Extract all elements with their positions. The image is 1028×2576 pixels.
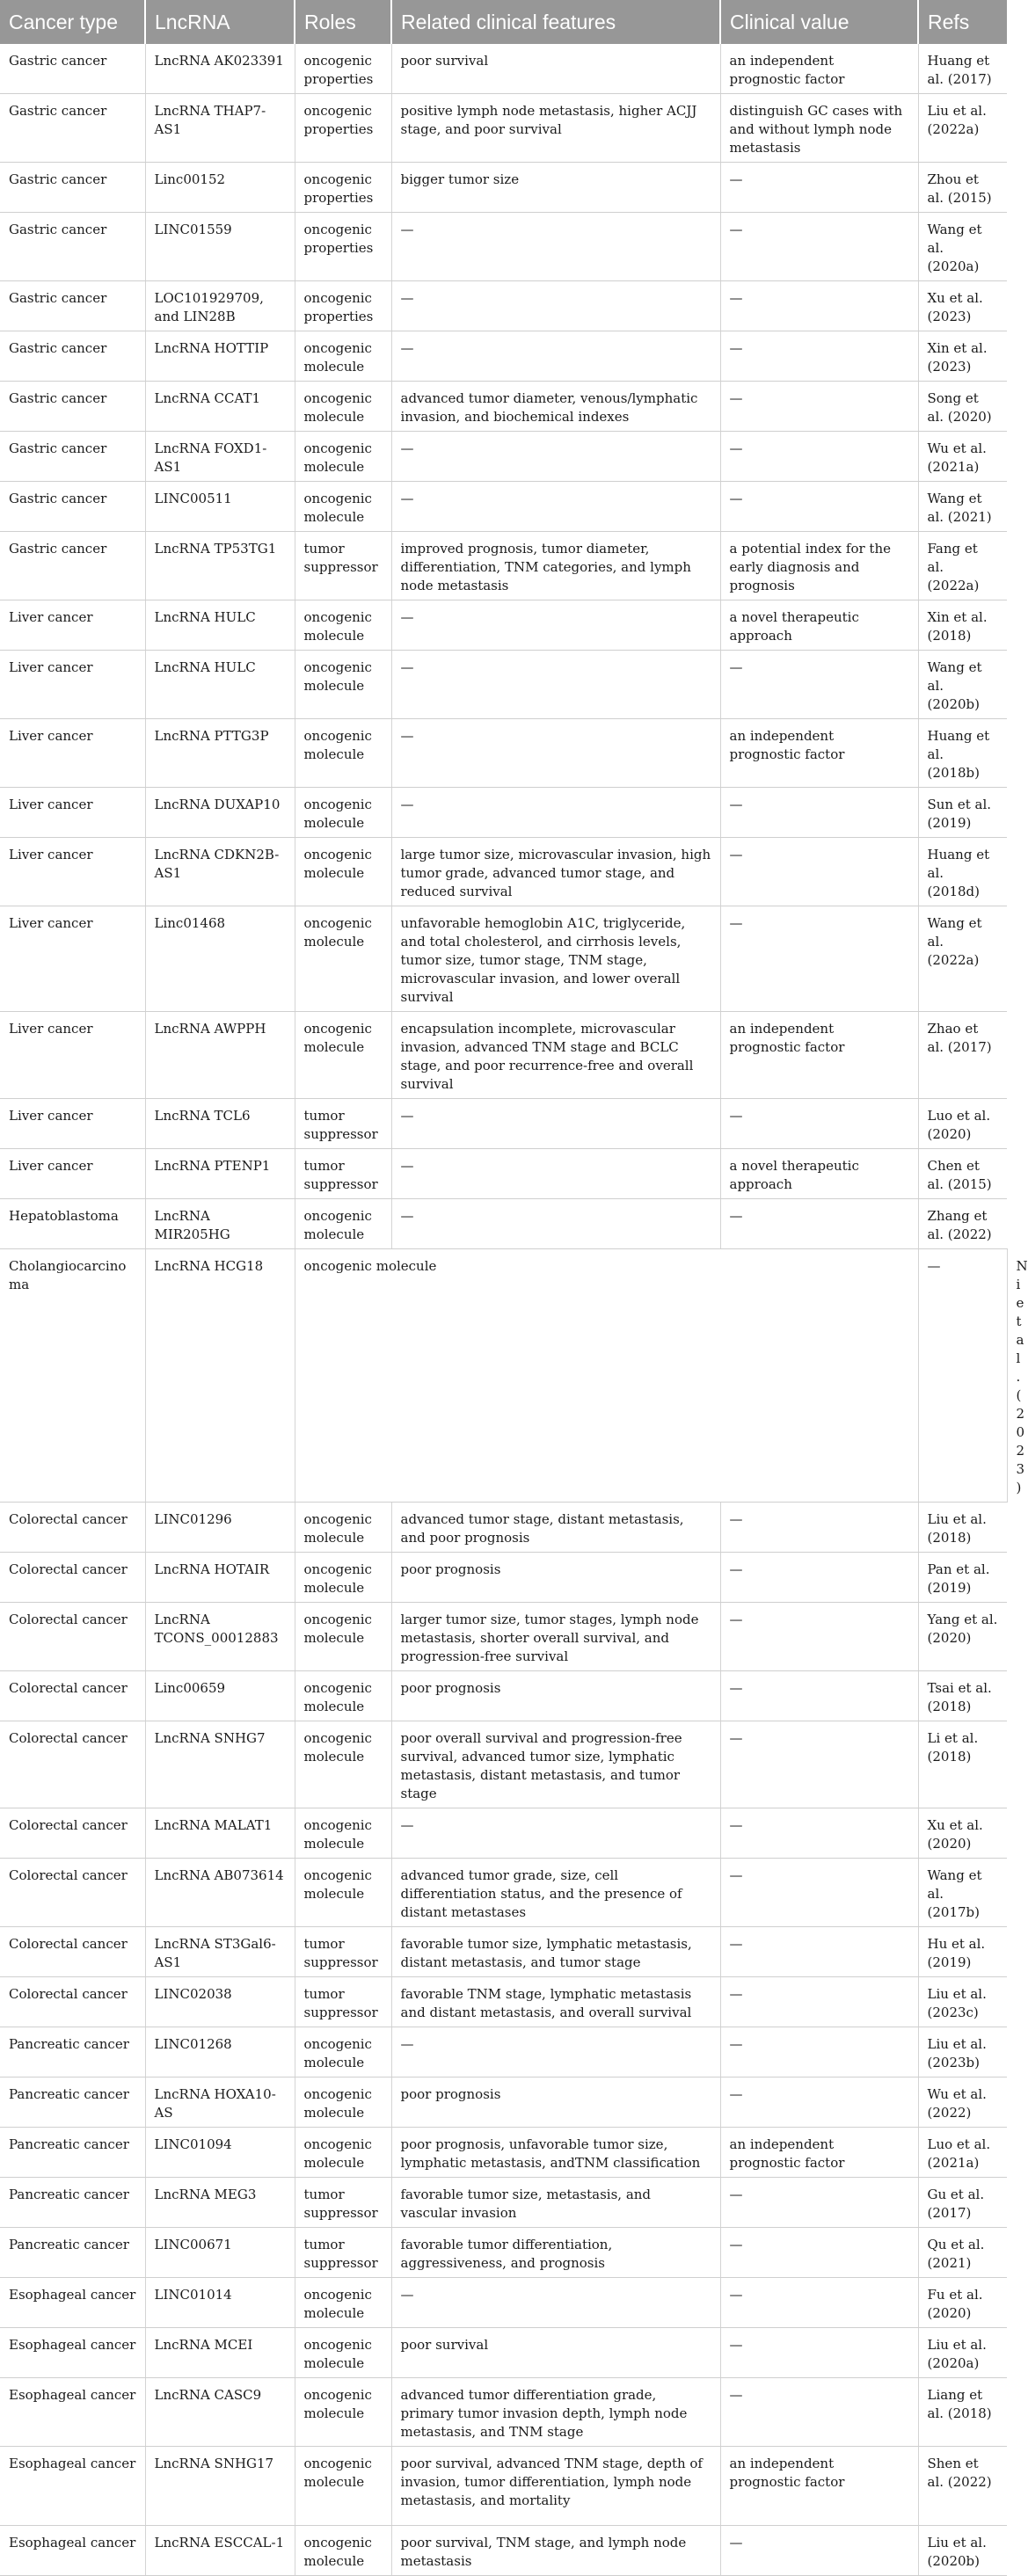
table-row [0,44,1007,94]
cell-refs: Huang et al. (2017) [918,44,1007,94]
header-cancer-type: Cancer type [0,0,145,44]
cell-lncrna: LncRNA PTTG3P [145,719,295,788]
cell-cancer-type: Gastric cancer [0,163,145,213]
cell-lncrna: LncRNA ESCCAL-1 [145,2525,295,2575]
cell-clinical-features: — [391,719,720,788]
cell-clinical-features: poor prognosis [391,2077,720,2127]
cell-clinical-value: — [720,2377,918,2446]
cell-clinical-value: — [720,1808,918,1858]
cell-roles: oncogenic molecule [295,1721,391,1808]
cell-cancer-type: Cholangiocarcinoma [0,1249,145,1503]
table-row [0,1502,1007,1552]
table-row [0,1199,1007,1249]
cell-clinical-value: — [720,2327,918,2377]
cell-roles: oncogenic molecule [295,906,391,1012]
cell-cancer-type: Colorectal cancer [0,1721,145,1808]
cell-lncrna: LncRNA MALAT1 [145,1808,295,1858]
cell-refs: Wu et al. (2021a) [918,432,1007,482]
cell-refs: Li et al. (2018) [918,1721,1007,1808]
cell-lncrna: LncRNA MCEI [145,2327,295,2377]
cell-clinical-value: — [720,1721,918,1808]
cell-clinical-features: advanced tumor differentiation grade, primary tumor invasion depth, lymph node metastasis, and TNM stage [391,2377,720,2446]
cell-clinical-value: an independent prognostic factor [720,719,918,788]
cell-cancer-type: Colorectal cancer [0,1602,145,1670]
cell-lncrna: LINC01559 [145,213,295,281]
cell-lncrna: LINC01014 [145,2277,295,2327]
cell-roles: oncogenic properties [295,281,391,331]
cell-clinical-features: poor prognosis, unfavorable tumor size, lymphatic metastasis, andTNM classification [391,2127,720,2177]
cell-clinical-value: — [720,2027,918,2077]
cell-cancer-type: Colorectal cancer [0,1502,145,1552]
cell-roles: oncogenic molecule [295,432,391,482]
cell-clinical-features: bigger tumor size [391,163,720,213]
cell-cancer-type: Liver cancer [0,600,145,651]
cell-roles: tumor suppressor [295,1926,391,1976]
cell-clinical-value: — [720,2177,918,2227]
cell-cancer-type: Gastric cancer [0,44,145,94]
cell-roles: oncogenic molecule [295,600,391,651]
cell-clinical-features: advanced tumor grade, size, cell differentiation status, and the presence of distant metastases [391,1858,720,1926]
cell-clinical-value: — [720,1976,918,2027]
table-row [0,651,1007,719]
cell-lncrna: LncRNA TCONS_00012883 [145,1602,295,1670]
cell-cancer-type: Liver cancer [0,838,145,906]
cell-refs: Liang et al. (2018) [918,2377,1007,2446]
table-row [0,719,1007,788]
table-row [0,2446,1007,2525]
cell-clinical-value: — [720,1602,918,1670]
cell-clinical-value: an independent prognostic factor [720,1012,918,1099]
cell-cancer-type: Esophageal cancer [0,2327,145,2377]
table-row [0,213,1007,281]
cell-roles: oncogenic molecule [295,2525,391,2575]
cell-lncrna: LncRNA TP53TG1 [145,532,295,600]
cell-cancer-type: Colorectal cancer [0,1808,145,1858]
cell-cancer-type: Pancreatic cancer [0,2077,145,2127]
table-row [0,2377,1007,2446]
cell-clinical-features: advanced tumor stage, distant metastasis, and poor prognosis [391,1502,720,1552]
cell-clinical-features: larger tumor size, tumor stages, lymph node metastasis, shorter overall survival, and progression-free survival [391,1602,720,1670]
cell-refs: Liu et al. (2020b) [918,2525,1007,2575]
cell-cancer-type: Liver cancer [0,1149,145,1199]
header-clinical-features: Related clinical features [391,0,720,44]
cell-roles: tumor suppressor [295,1099,391,1149]
cell-roles: tumor suppressor [295,2177,391,2227]
cell-roles: oncogenic molecule [295,1502,391,1552]
cell-roles: oncogenic molecule [295,788,391,838]
cell-clinical-features: large tumor size, microvascular invasion, high tumor grade, advanced tumor stage, and reduced survival [391,838,720,906]
cell-clinical-value: an independent prognostic factor [720,2127,918,2177]
cell-clinical-value: a novel therapeutic approach [720,1149,918,1199]
table-row [0,163,1007,213]
cell-refs: Tsai et al. (2018) [918,1670,1007,1721]
cell-roles: oncogenic molecule [295,719,391,788]
cell-roles: oncogenic molecule [295,2077,391,2127]
cell-refs: Wang et al. (2022a) [918,906,1007,1012]
table-row [0,2525,1007,2575]
table-row [0,382,1007,432]
table-row [0,331,1007,382]
cell-lncrna: LncRNA CCAT1 [145,382,295,432]
cell-refs: Wang et al. (2020b) [918,651,1007,719]
cell-clinical-value: — [720,331,918,382]
cell-refs: Wang et al. (2021) [918,482,1007,532]
header-refs: Refs [918,0,1007,44]
cell-clinical-value: — [720,163,918,213]
cell-cancer-type: Esophageal cancer [0,2525,145,2575]
cell-refs: Fang et al. (2022a) [918,532,1007,600]
cell-lncrna: LncRNA HULC [145,600,295,651]
cell-cancer-type: Liver cancer [0,906,145,1012]
table-row [0,532,1007,600]
cell-clinical-features: — [391,281,720,331]
cell-lncrna: LINC01094 [145,2127,295,2177]
cell-clinical-value: — [720,2525,918,2575]
cell-refs: Chen et al. (2015) [918,1149,1007,1199]
cell-refs: Sun et al. (2019) [918,788,1007,838]
table-row [0,1926,1007,1976]
table-row [0,788,1007,838]
cell-clinical-value: — [720,432,918,482]
cell-roles: oncogenic properties [295,213,391,281]
cell-clinical-value: an independent prognostic factor [720,44,918,94]
cell-clinical-value: — [720,838,918,906]
cell-roles: oncogenic molecule [295,2277,391,2327]
cell-clinical-value: a novel therapeutic approach [720,600,918,651]
cell-refs: Zhang et al. (2022) [918,1199,1007,1249]
cell-cancer-type: Gastric cancer [0,432,145,482]
cell-roles: oncogenic molecule [295,2446,391,2525]
cell-clinical-features: — [391,331,720,382]
table-row [0,281,1007,331]
cell-clinical-features: — [391,1099,720,1149]
cell-cancer-type: Esophageal cancer [0,2277,145,2327]
cell-clinical-value: — [918,1249,1007,1503]
cell-roles: oncogenic molecule [295,1199,391,1249]
cell-refs: Zhou et al. (2015) [918,163,1007,213]
cell-refs: Pan et al. (2019) [918,1552,1007,1602]
cell-roles: oncogenic molecule [295,1858,391,1926]
cell-clinical-features: poor survival, advanced TNM stage, depth of invasion, tumor differentiation, lymph node metastasis, and mortality [391,2446,720,2525]
cell-clinical-value: — [720,482,918,532]
cell-lncrna: LncRNA HOTAIR [145,1552,295,1602]
cell-lncrna: LncRNA AK023391 [145,44,295,94]
cell-lncrna: LncRNA SNHG7 [145,1721,295,1808]
cell-refs: Luo et al. (2021a) [918,2127,1007,2177]
cell-roles: oncogenic molecule [295,2327,391,2377]
cell-refs: Liu et al. (2023c) [918,1976,1007,2027]
cell-clinical-features: — [391,213,720,281]
cell-cancer-type: Pancreatic cancer [0,2227,145,2277]
cell-lncrna: LncRNA SNHG17 [145,2446,295,2525]
table-body [0,44,1028,2575]
cell-lncrna: LncRNA MEG3 [145,2177,295,2227]
cell-clinical-value: — [720,1199,918,1249]
table-row [0,2327,1007,2377]
cell-clinical-value: — [720,1858,918,1926]
cell-cancer-type: Liver cancer [0,719,145,788]
table-row [0,1858,1007,1926]
cell-lncrna: Linc00152 [145,163,295,213]
cell-roles: oncogenic molecule [295,1012,391,1099]
cell-roles: oncogenic molecule [295,2127,391,2177]
cell-lncrna: LINC00511 [145,482,295,532]
cell-cancer-type: Liver cancer [0,1099,145,1149]
cell-clinical-features: poor prognosis [391,1552,720,1602]
cell-clinical-features: favorable TNM stage, lymphatic metastasis and distant metastasis, and overall survival [391,1976,720,2027]
table-row [0,2277,1007,2327]
cell-clinical-features: poor overall survival and progression-free survival, advanced tumor size, lymphatic metastasis, distant metastasis, and tumor stage [391,1721,720,1808]
table-row [0,2077,1007,2127]
table-header [0,0,1007,44]
cell-clinical-features: encapsulation incomplete, microvascular invasion, advanced TNM stage and BCLC stage, and poor recurrence-free and overall survival [391,1012,720,1099]
cell-refs: Yang et al. (2020) [918,1602,1007,1670]
cell-roles: oncogenic molecule [295,1552,391,1602]
cell-clinical-value: — [720,1099,918,1149]
cell-cancer-type: Pancreatic cancer [0,2177,145,2227]
cell-lncrna: LncRNA FOXD1-AS1 [145,432,295,482]
cell-lncrna: LncRNA HULC [145,651,295,719]
cell-clinical-features: — [391,432,720,482]
cell-cancer-type: Colorectal cancer [0,1976,145,2027]
cell-refs: Liu et al. (2023b) [918,2027,1007,2077]
table-row [0,2177,1007,2227]
table-row [0,482,1007,532]
cell-lncrna: LINC01268 [145,2027,295,2077]
cell-clinical-features: — [391,1199,720,1249]
header-lncrna: LncRNA [145,0,295,44]
cell-roles: tumor suppressor [295,1976,391,2027]
cell-clinical-features: — [391,600,720,651]
cell-clinical-features: favorable tumor size, metastasis, and vascular invasion [391,2177,720,2227]
cell-cancer-type: Pancreatic cancer [0,2127,145,2177]
cell-cancer-type: Gastric cancer [0,382,145,432]
cell-roles: oncogenic molecule [295,2377,391,2446]
cell-lncrna: LOC101929709, and LIN28B [145,281,295,331]
cell-roles: oncogenic properties [295,94,391,163]
cell-clinical-value: — [720,213,918,281]
cell-clinical-value: — [720,1502,918,1552]
cell-refs: Luo et al. (2020) [918,1099,1007,1149]
cell-clinical-value: — [720,281,918,331]
cell-lncrna: LINC01296 [145,1502,295,1552]
cell-clinical-features: — [391,1149,720,1199]
cell-lncrna: LncRNA THAP7-AS1 [145,94,295,163]
cell-refs: Xu et al. (2020) [918,1808,1007,1858]
cell-clinical-features: positive lymph node metastasis, higher ACJJ stage, and poor survival [391,94,720,163]
cell-lncrna: LncRNA TCL6 [145,1099,295,1149]
cell-cancer-type: Esophageal cancer [0,2377,145,2446]
cell-clinical-features: — [391,788,720,838]
cell-lncrna: LncRNA HOTTIP [145,331,295,382]
cell-clinical-value: distinguish GC cases with and without lymph node metastasis [720,94,918,163]
cell-refs: Liu et al. (2020a) [918,2327,1007,2377]
cell-clinical-value: — [720,2277,918,2327]
cell-roles: tumor suppressor [295,1149,391,1199]
cell-refs: Wang et al. (2017b) [918,1858,1007,1926]
cell-cancer-type: Gastric cancer [0,213,145,281]
cell-cancer-type: Gastric cancer [0,331,145,382]
cell-refs: Zhao et al. (2017) [918,1012,1007,1099]
cell-refs: Qu et al. (2021) [918,2227,1007,2277]
cell-roles: tumor suppressor [295,2227,391,2277]
cell-clinical-features: improved prognosis, tumor diameter, differentiation, TNM categories, and lymph node metastasis [391,532,720,600]
table-row [0,1099,1007,1149]
cell-refs: Huang et al. (2018b) [918,719,1007,788]
table-row [0,600,1007,651]
cell-clinical-features: unfavorable hemoglobin A1C, triglyceride, and total cholesterol, and cirrhosis levels, tumor size, tumor stage, TNM stage, microvascular invasion, and lower overall survival [391,906,720,1012]
cell-cancer-type: Colorectal cancer [0,1926,145,1976]
cell-clinical-features: — [391,651,720,719]
cell-cancer-type: Gastric cancer [0,281,145,331]
cell-refs: Liu et al. (2018) [918,1502,1007,1552]
cell-refs: Huang et al. (2018d) [918,838,1007,906]
cell-roles: oncogenic molecule [295,382,391,432]
cell-clinical-value: — [720,1552,918,1602]
cell-clinical-value: — [720,906,918,1012]
cell-clinical-value: — [720,2227,918,2277]
table-row [0,1602,1007,1670]
cell-clinical-features: poor survival [391,2327,720,2377]
cell-lncrna: LINC02038 [145,1976,295,2027]
cell-cancer-type: Gastric cancer [0,532,145,600]
cell-cancer-type: Pancreatic cancer [0,2027,145,2077]
table-row [0,2227,1007,2277]
cell-roles: oncogenic molecule [295,482,391,532]
cell-refs: Fu et al. (2020) [918,2277,1007,2327]
cell-lncrna: Linc01468 [145,906,295,1012]
cell-refs: Song et al. (2020) [918,382,1007,432]
cell-refs: Wang et al. (2020a) [918,213,1007,281]
cell-roles: oncogenic molecule [295,331,391,382]
cell-cancer-type: Hepatoblastoma [0,1199,145,1249]
cell-cancer-type: Liver cancer [0,1012,145,1099]
cell-lncrna: LncRNA ST3Gal6-AS1 [145,1926,295,1976]
cell-cancer-type: Esophageal cancer [0,2446,145,2525]
table-row [0,1721,1007,1808]
cell-roles: oncogenic molecule [295,1808,391,1858]
table-row [0,432,1007,482]
table-row [0,1012,1007,1099]
cell-lncrna: LncRNA PTENP1 [145,1149,295,1199]
cell-clinical-value: — [720,788,918,838]
cell-clinical-features: poor survival, TNM stage, and lymph node metastasis [391,2525,720,2575]
cell-roles: tumor suppressor [295,532,391,600]
cell-lncrna: LncRNA HCG18 [145,1249,295,1503]
cell-clinical-features: poor prognosis [391,1670,720,1721]
cell-clinical-value: — [720,382,918,432]
cell-refs: Wu et al. (2022) [918,2077,1007,2127]
cell-cancer-type: Colorectal cancer [0,1552,145,1602]
table-row [0,1808,1007,1858]
table-row [0,2027,1007,2077]
cell-refs: Shen et al. (2022) [918,2446,1007,2525]
cell-roles: oncogenic molecule [295,1249,918,1503]
cell-clinical-features: poor survival [391,44,720,94]
cell-cancer-type: Liver cancer [0,651,145,719]
cell-roles: oncogenic molecule [295,838,391,906]
cell-clinical-features: — [391,2277,720,2327]
cell-refs: Hu et al. (2019) [918,1926,1007,1976]
cell-clinical-value: — [720,2077,918,2127]
cell-lncrna: LncRNA HOXA10-AS [145,2077,295,2127]
cell-clinical-value: an independent prognostic factor [720,2446,918,2525]
cell-lncrna: LncRNA DUXAP10 [145,788,295,838]
cell-clinical-value: — [720,1926,918,1976]
cell-clinical-value: a potential index for the early diagnosis and prognosis [720,532,918,600]
cell-refs: Xin et al. (2018) [918,600,1007,651]
cell-refs: Xu et al. (2023) [918,281,1007,331]
cell-refs: Liu et al. (2022a) [918,94,1007,163]
cell-clinical-value: — [720,1670,918,1721]
cell-roles: oncogenic molecule [295,2027,391,2077]
cell-clinical-features: — [391,482,720,532]
cell-lncrna: LncRNA CDKN2B-AS1 [145,838,295,906]
cell-cancer-type: Colorectal cancer [0,1858,145,1926]
cell-clinical-features: — [391,1808,720,1858]
cell-clinical-features: advanced tumor diameter, venous/lymphatic invasion, and biochemical indexes [391,382,720,432]
cell-clinical-value: — [720,651,918,719]
cell-roles: oncogenic molecule [295,1670,391,1721]
cell-lncrna: LncRNA AWPPH [145,1012,295,1099]
cell-roles: oncogenic properties [295,163,391,213]
cell-cancer-type: Colorectal cancer [0,1670,145,1721]
cell-lncrna: LINC00671 [145,2227,295,2277]
cell-clinical-features: favorable tumor differentiation, aggressiveness, and prognosis [391,2227,720,2277]
table-row [0,1149,1007,1199]
cell-clinical-features: favorable tumor size, lymphatic metastasis, distant metastasis, and tumor stage [391,1926,720,1976]
cell-cancer-type: Gastric cancer [0,94,145,163]
table-row [0,1552,1007,1602]
cell-roles: oncogenic molecule [295,651,391,719]
cell-clinical-features: — [391,2027,720,2077]
cell-lncrna: LncRNA AB073614 [145,1858,295,1926]
table-row: Cholangiocarcinoma LncRNA HCG18 oncogenic molecule — Ni et al. (2023) [0,1249,1007,1503]
table-row [0,1976,1007,2027]
cell-lncrna: LncRNA CASC9 [145,2377,295,2446]
cell-refs: Gu et al. (2017) [918,2177,1007,2227]
cell-lncrna: LncRNA MIR205HG [145,1199,295,1249]
table-row [0,1670,1007,1721]
cell-cancer-type: Gastric cancer [0,482,145,532]
cell-cancer-type: Liver cancer [0,788,145,838]
table-row [0,838,1007,906]
cell-roles: oncogenic properties [295,44,391,94]
table-row [0,906,1007,1012]
cell-lncrna: Linc00659 [145,1670,295,1721]
cell-roles: oncogenic molecule [295,1602,391,1670]
table-row [0,2127,1007,2177]
header-roles: Roles [295,0,391,44]
cell-refs: Xin et al. (2023) [918,331,1007,382]
header-clinical-value: Clinical value [720,0,918,44]
table-row [0,94,1007,163]
